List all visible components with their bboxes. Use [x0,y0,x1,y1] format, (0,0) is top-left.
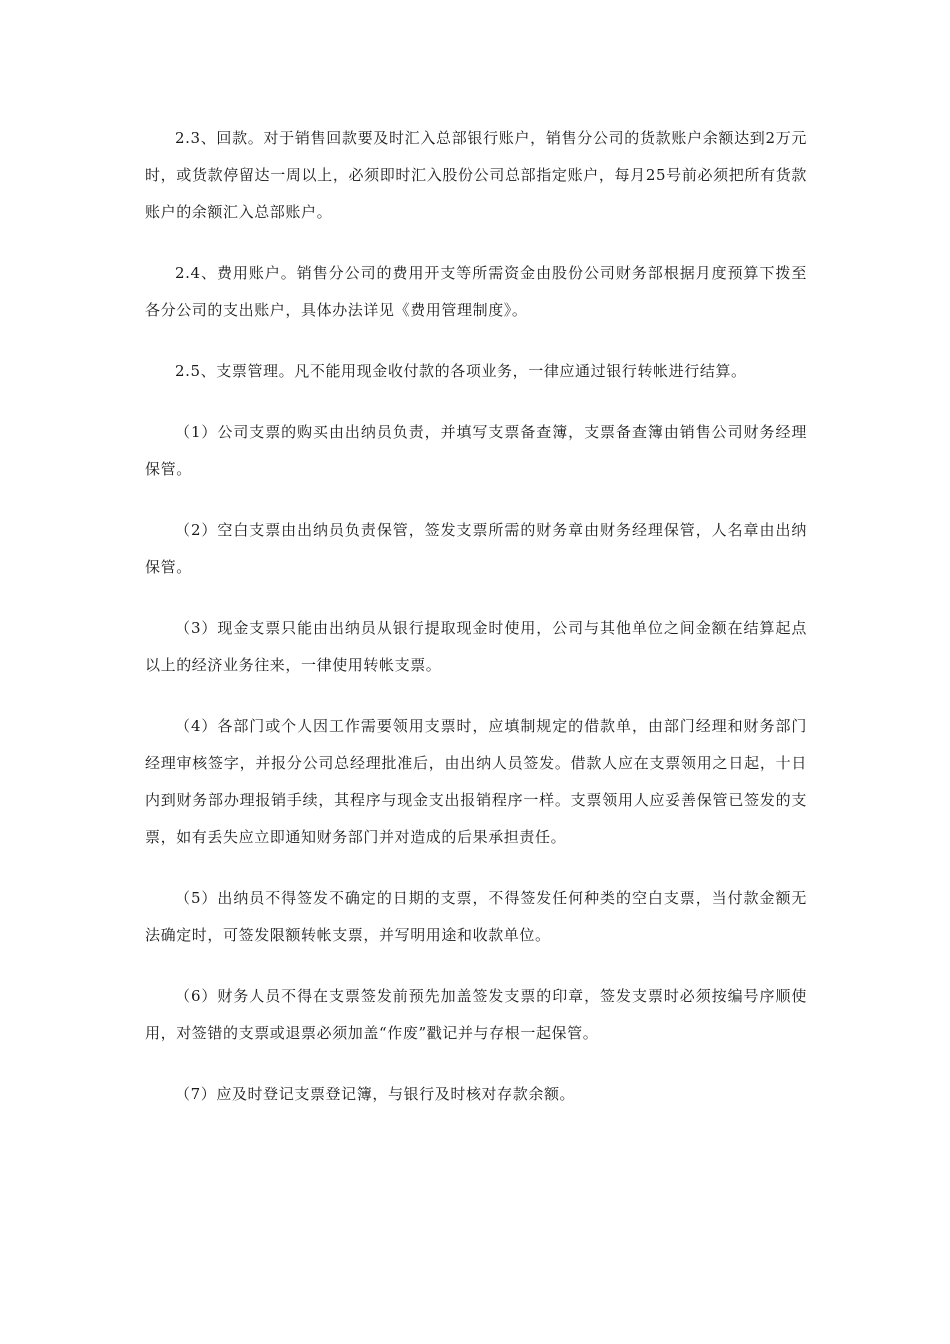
paragraph-item-2: （2）空白支票由出纳员负责保管，签发支票所需的财务章由财务经理保管，人名章由出纳保管。 [145,521,807,576]
paragraph-item-7: （7）应及时登记支票登记簿，与银行及时核对存款余额。 [175,1085,576,1103]
paragraph-item-6: （6）财务人员不得在支票签发前预先加盖签发支票的印章，签发支票时必须按编号序顺使用，对签错的支票或退票必须加盖“作废”戳记并与存根一起保管。 [145,987,807,1042]
paragraph-item-4: （4）各部门或个人因工作需要领用支票时，应填制规定的借款单，由部门经理和财务部门经理审核签字，并报分公司总经理批准后，由出纳人员签发。借款人应在支票领用之日起，十日内到财务部办理报销手续，其程序与现金支出报销程序一样。支票领用人应妥善保管已签发的支票，如有丢失应立即通知财务部门并对造成的后果承担责任。 [145,717,807,846]
document-body [145,120,807,1113]
paragraph-item-1: （1）公司支票的购买由出纳员负责，并填写支票备查簿，支票备查簿由销售公司财务经理保管。 [145,423,807,478]
paragraph-2-3-repayment: 2.3、回款。对于销售回款要及时汇入总部银行账户，销售分公司的货款账户余额达到2万元时，或货款停留达一周以上，必须即时汇入股份公司总部指定账户，每月25号前必须把所有货款账户的余额汇入总部账户。 [145,129,807,221]
paragraph-item-5: （5）出纳员不得签发不确定的日期的支票，不得签发任何种类的空白支票，当付款金额无法确定时，可签发限额转帐支票，并写明用途和收款单位。 [145,889,807,944]
paragraph-2-4-expense-account: 2.4、费用账户。销售分公司的费用开支等所需资金由股份公司财务部根据月度预算下拨至各分公司的支出账户，具体办法详见《费用管理制度》。 [145,264,807,319]
paragraph-item-3: （3）现金支票只能由出纳员从银行提取现金时使用，公司与其他单位之间金额在结算起点以上的经济业务往来，一律使用转帐支票。 [145,619,807,674]
paragraph-2-5-check-management: 2.5、支票管理。凡不能用现金收付款的各项业务，一律应通过银行转帐进行结算。 [175,362,747,380]
